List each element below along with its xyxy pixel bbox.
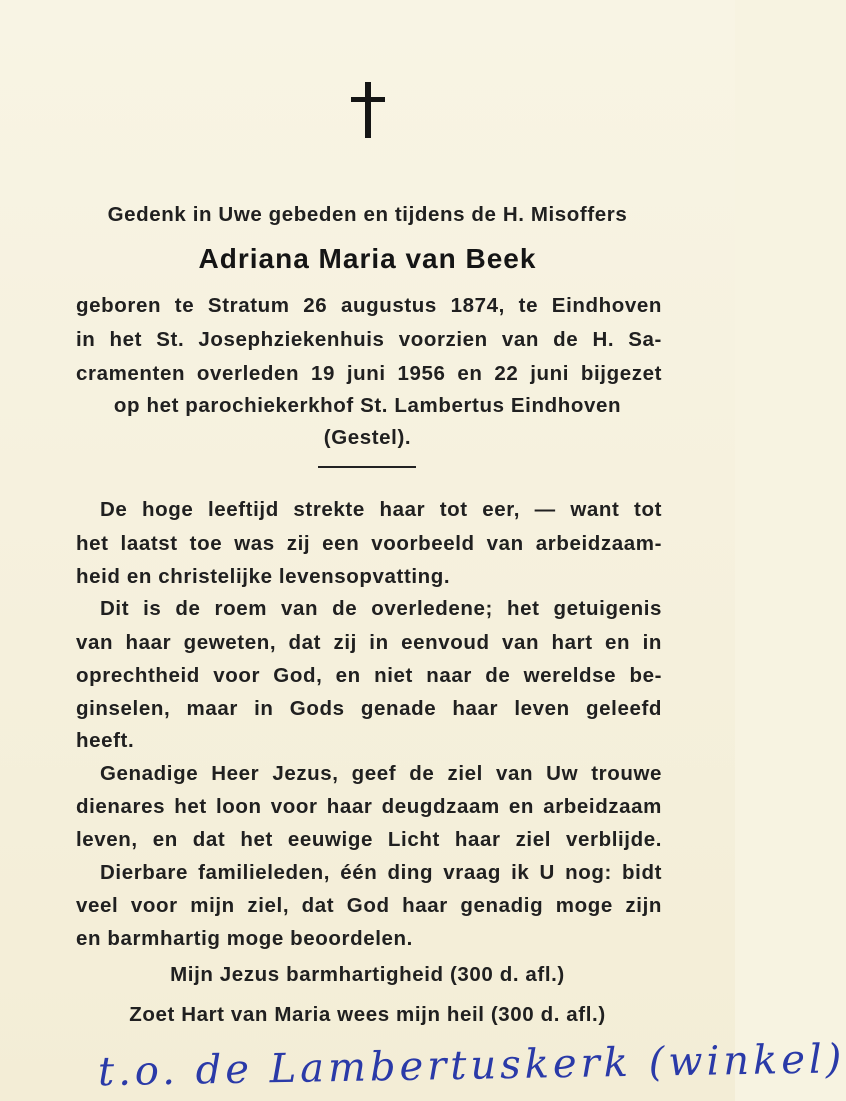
bio-line-5: (Gestel). <box>323 426 412 449</box>
body-line-6: oprechtheid voor God, en niet naar de wereldse be- <box>76 664 662 687</box>
bio-line-1: geboren te Stratum 26 augustus 1874, te Eindhoven <box>76 294 662 317</box>
bio-line-2: in het St. Josephziekenhuis voorzien van de H. Sa- <box>76 328 662 351</box>
divider <box>318 466 416 468</box>
body-line-2: het laatst toe was zij een voorbeeld van arbeidzaam- <box>76 532 662 555</box>
bio-line-3: cramenten overleden 19 juni 1956 en 22 juni bijgezet <box>76 362 662 385</box>
body-line-1: De hoge leeftijd strekte haar tot eer, — want tot <box>100 498 662 521</box>
intro-line: Gedenk in Uwe gebeden en tijdens de H. Misoffers <box>107 203 628 226</box>
prayer-line-2: Zoet Hart van Maria wees mijn heil (300 d. afl.) <box>129 1003 606 1026</box>
bio-line-4: op het parochiekerkhof St. Lambertus Eindhoven <box>113 394 622 417</box>
cross-icon <box>351 82 385 138</box>
body-line-4: Dit is de roem van de overledene; het getuigenis <box>100 597 662 620</box>
body-line-3: heid en christelijke levensopvatting. <box>76 565 451 588</box>
prayer-line-1: Mijn Jezus barmhartigheid (300 d. afl.) <box>170 963 565 986</box>
body-line-8: heeft. <box>76 729 135 752</box>
body-line-12: Dierbare familieleden, één ding vraag ik U nog: bidt <box>100 861 662 884</box>
body-line-11: leven, en dat het eeuwige Licht haar ziel verblijde. <box>76 828 662 851</box>
body-line-7: ginselen, maar in Gods genade haar leven geleefd <box>76 697 662 720</box>
body-line-10: dienares het loon voor haar deugdzaam en arbeidzaam <box>76 795 662 818</box>
handwritten-note: t.o. de Lambertuskerk (winkel) <box>97 1036 846 1096</box>
body-line-5: van haar geweten, dat zij in eenvoud van hart en in <box>76 631 662 654</box>
body-line-13: veel voor mijn ziel, dat God haar genadig moge zijn <box>76 894 662 917</box>
body-line-14: en barmhartig moge beoordelen. <box>76 927 413 950</box>
deceased-name: Adriana Maria van Beek <box>198 243 537 274</box>
body-line-9: Genadige Heer Jezus, geef de ziel van Uw trouwe <box>100 762 662 785</box>
